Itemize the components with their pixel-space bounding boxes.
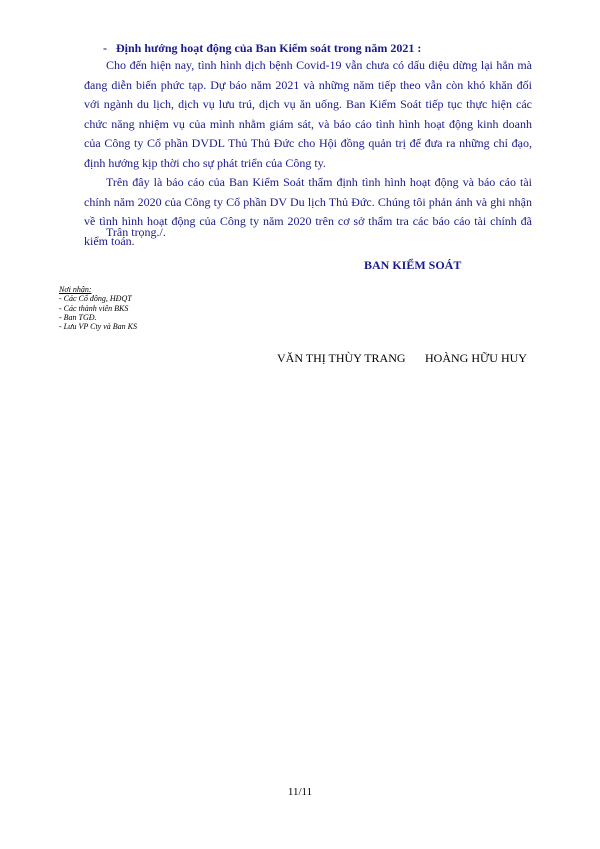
closing-greeting: Trân trọng./. [106,225,166,239]
recipients-block [59,285,137,331]
signer-name: HOÀNG HỮU HUY [425,351,527,365]
document-body [84,56,532,251]
signer-name: VĂN THỊ THÙY TRANG [277,351,406,365]
recipient-item: - Các Cổ đông, HĐQT [59,294,132,304]
heading-bullet: - [103,41,107,55]
section-heading-text: Định hướng hoạt động của Ban Kiểm soát trong năm 2021 : [116,41,422,55]
recipient-item: - Ban TGĐ. [59,312,97,322]
section-heading [103,41,523,55]
page-number: 11/11 [287,786,313,798]
paragraph-conclusion: Trên đây là báo cáo của Ban Kiểm Soát thẩm định tình hình hoạt động và báo cáo tài chính năm 2020 của Công ty Cổ phần DV Du lịch Thủ Đức. Chúng tôi phản ánh và ghi nhận về tình hình hoạt động của Công ty năm 2020 trên cơ sở thẩm tra các báo cáo tài chính đã kiểm toán. [84,175,532,248]
paragraph-outlook: Cho đến hiện nay, tình hình dịch bệnh Covid-19 vẫn chưa có dấu diệu dừng lại hẳn mà đang diễn biến phức tạp. Dự báo năm 2021 và những năm tiếp theo vẫn còn khó khăn đối với ngành du lịch, dịch vụ lưu trú, dịch vụ ăn uống. Ban Kiểm Soát tiếp tục thực hiện các chức năng nhiệm vụ của mình nhằm giám sát, và báo cáo tình hình hoạt động kinh doanh của Công ty Cổ phần DVDL Thủ Thủ Đức cho Hội đồng quản trị để đưa ra những chỉ đạo, định hướng kịp thời cho sự phát triển của Công ty. [84,58,532,170]
recipient-item: - Các thành viên BKS [59,303,129,313]
board-name: BAN KIỂM SOÁT [364,258,462,272]
recipients-title: Nơi nhận: [59,285,92,294]
recipient-item: - Lưu VP Cty và Ban KS [59,322,137,332]
